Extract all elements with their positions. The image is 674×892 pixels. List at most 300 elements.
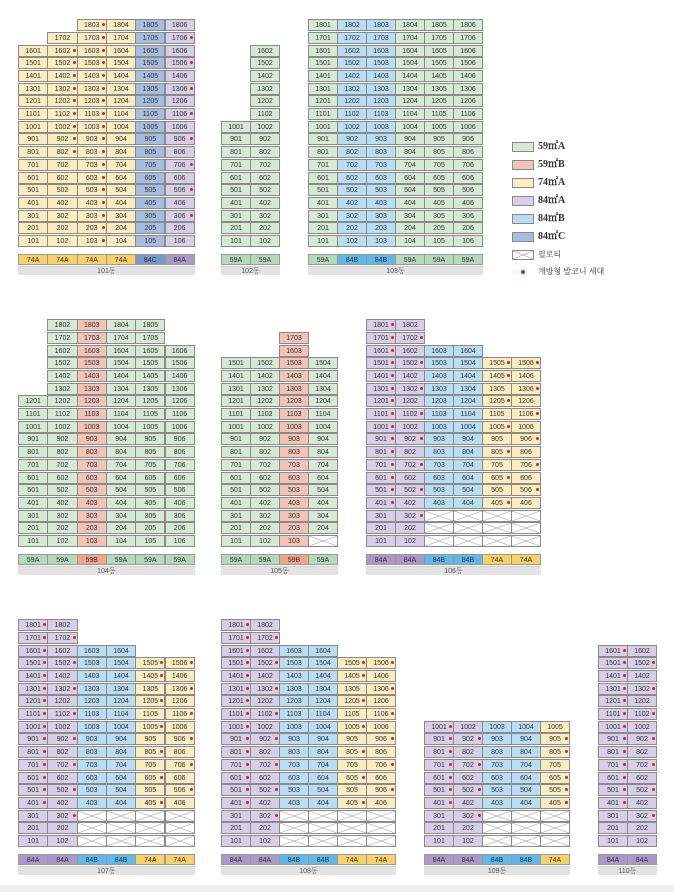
unit-number: 1302 [634,685,650,693]
unit-number: 1601 [228,647,244,655]
unit-cell [77,772,107,784]
type-chip: 84B [453,554,483,565]
legend-label: 59㎡B [538,159,565,170]
red-dot-icon [102,150,105,153]
red-dot-icon [623,649,626,652]
unit-cell [106,522,136,534]
unit-cell [135,797,165,809]
unit-number: 1505 [344,660,360,668]
unit-cell [366,459,396,471]
red-dot-icon [190,687,193,690]
unit-number: 601 [230,474,242,482]
unit-cell [106,408,136,420]
unit-cell [250,708,280,720]
unit-cell [77,45,107,57]
unit-cell [424,345,454,357]
unit-cell [250,184,280,196]
unit-number: 1506 [373,660,389,668]
unit-number: 104 [115,538,127,545]
unit-number: 1404 [315,672,331,680]
unit-number: 803 [288,749,300,757]
red-dot-icon [73,61,76,64]
unit-cell [250,395,280,407]
unit-cell [250,721,280,733]
red-dot-icon [190,712,193,715]
unit-number: 502 [259,487,271,495]
unit-number: 101 [230,238,242,245]
unit-number: 1702 [54,34,71,42]
unit-number: 1501 [373,360,389,368]
unit-number: 704 [115,761,127,769]
unit-number: 701 [607,761,619,769]
unit-number: 701 [375,461,387,469]
piloti-cell [279,810,309,822]
unit-number: 1406 [518,372,534,380]
unit-number: 501 [317,187,329,195]
unit-cell [250,772,280,784]
unit-cell [308,32,338,44]
piloti-cell [165,835,195,847]
red-dot-icon [623,687,626,690]
unit-cell [540,759,570,771]
unit-number: 803 [491,749,503,757]
unit-cell [337,172,367,184]
unit-number: 1401 [605,672,621,680]
red-dot-icon [391,374,394,377]
unit-cell [511,446,541,458]
unit-number: 1304 [315,685,331,693]
piloti-cell [308,835,338,847]
unit-number: 802 [404,449,416,457]
unit-cell [47,472,77,484]
unit-number: 1502 [54,60,71,68]
unit-number: 402 [346,199,358,207]
unit-number: 1603 [83,347,100,355]
unit-cell [250,797,280,809]
unit-number: 1306 [171,385,188,393]
unit-number: 1306 [171,685,188,693]
unit-cell [424,57,454,69]
unit-number: 106 [173,238,186,245]
unit-cell [337,235,367,247]
red-dot-icon [190,763,193,766]
unit-number: 1402 [402,372,418,380]
unit-cell [337,95,367,107]
unit-cell [221,797,251,809]
unit-cell [279,484,309,496]
unit-cell [482,784,512,796]
unit-cell [221,370,251,382]
unit-number: 1103 [84,711,100,718]
piloti-cell [511,835,541,847]
unit-cell [308,797,338,809]
unit-cell [106,484,136,496]
unit-number: 801 [27,749,39,757]
unit-number: 1402 [257,72,273,80]
legend-swatch [512,142,534,152]
unit-number: 1201 [315,98,331,106]
unit-cell [221,446,251,458]
unit-cell [77,121,107,133]
red-dot-icon [449,776,452,779]
unit-cell [77,645,107,657]
unit-number: 1705 [431,34,447,42]
unit-cell [627,721,657,733]
unit-cell [135,370,165,382]
unit-number: 602 [404,474,416,482]
unit-cell [106,459,136,471]
red-dot-icon [391,737,394,740]
type-chip: 59A [221,254,251,265]
unit-cell [453,472,483,484]
unit-number: 503 [288,487,300,495]
unit-cell [47,797,77,809]
unit-cell [337,32,367,44]
unit-number: 703 [288,461,300,469]
unit-cell [47,45,77,57]
unit-number: 706 [375,761,387,769]
unit-number: 901 [27,136,39,144]
unit-number: 605 [144,474,157,482]
unit-number: 1002 [54,123,71,131]
unit-cell [47,446,77,458]
unit-cell [135,484,165,496]
unit-number: 506 [173,787,186,795]
unit-number: 704 [520,761,532,769]
unit-cell [511,746,541,758]
unit-number: 704 [115,461,127,469]
unit-number: 805 [346,749,358,757]
building-name: 109동 [424,866,570,875]
unit-number: 606 [462,174,474,182]
unit-number: 1005 [431,123,447,131]
unit-cell [279,497,309,509]
unit-cell [47,522,77,534]
red-dot-icon [190,112,193,115]
unit-number: 1202 [634,698,650,706]
unit-number: 1802 [54,322,71,330]
type-chip: 84B [482,854,512,865]
unit-cell [135,345,165,357]
unit-cell [165,535,195,547]
unit-number: 804 [317,449,329,457]
unit-cell [540,772,570,784]
unit-cell [77,172,107,184]
unit-number: 801 [230,749,242,757]
red-dot-icon [102,125,105,128]
unit-number: 103 [85,238,98,245]
unit-number: 302 [259,212,271,220]
unit-number: 406 [462,199,474,207]
unit-number: 1201 [228,398,244,406]
unit-cell [135,746,165,758]
unit-cell [308,159,338,171]
unit-number: 1206 [460,98,476,106]
unit-cell [165,19,195,31]
unit-number: 1201 [25,98,41,106]
unit-cell [77,83,107,95]
unit-cell [395,535,425,547]
unit-cell [77,433,107,445]
unit-number: 1201 [228,698,244,706]
unit-number: 801 [607,749,619,757]
unit-number: 1302 [257,385,273,393]
red-dot-icon [391,488,394,491]
unit-cell [135,721,165,733]
unit-number: 503 [375,187,387,195]
unit-cell [395,83,425,95]
unit-number: 1406 [460,72,476,80]
unit-number: 704 [115,161,127,169]
unit-number: 901 [230,736,242,744]
building-name: 104동 [18,566,195,575]
type-chip: 74A [366,854,396,865]
unit-number: 302 [56,812,69,820]
unit-cell [18,670,48,682]
unit-cell [135,759,165,771]
unit-number: 1303 [83,85,100,93]
piloti-cell [77,822,107,834]
red-dot-icon [102,49,105,52]
unit-cell [135,695,165,707]
unit-cell [250,172,280,184]
unit-cell [18,522,48,534]
unit-number: 1205 [489,398,505,406]
unit-number: 1405 [489,372,505,380]
red-dot-icon [43,763,46,766]
unit-number: 503 [288,787,300,795]
unit-number: 1405 [431,72,447,80]
red-dot-icon [246,737,249,740]
unit-cell [165,784,195,796]
unit-number: 603 [433,474,445,482]
unit-number: 905 [144,736,157,744]
piloti-cell [424,535,454,547]
unit-number: 1601 [315,47,331,55]
type-chip: 84A [395,554,425,565]
unit-number: 1301 [228,685,244,693]
legend-swatch [512,214,534,224]
unit-cell [453,395,483,407]
unit-cell [18,645,48,657]
red-dot-icon [246,776,249,779]
unit-number: 401 [27,199,39,207]
red-dot-icon [565,776,568,779]
unit-cell [135,472,165,484]
unit-cell [77,535,107,547]
unit-cell [279,695,309,707]
unit-number: 1406 [171,672,188,680]
unit-cell [221,657,251,669]
unit-number: 601 [230,774,242,782]
unit-number: 1201 [605,698,621,706]
unit-cell [106,210,136,222]
unit-number: 102 [259,238,271,245]
unit-cell [106,159,136,171]
piloti-cell [482,535,512,547]
unit-cell [395,357,425,369]
unit-cell [482,370,512,382]
unit-cell [250,746,280,758]
unit-number: 1802 [54,622,71,630]
red-dot-icon [190,214,193,217]
unit-number: 1005 [547,723,563,731]
unit-number: 402 [259,499,271,507]
unit-cell [482,395,512,407]
unit-number: 1001 [431,723,447,731]
unit-cell [165,172,195,184]
unit-number: 506 [173,487,186,495]
unit-cell [598,810,628,822]
unit-cell [221,510,251,522]
unit-cell [366,32,396,44]
red-dot-icon [246,699,249,702]
piloti-cell [308,822,338,834]
unit-number: 906 [173,436,186,444]
red-dot-icon [623,712,626,715]
unit-number: 604 [115,474,127,482]
unit-number: 202 [346,225,358,233]
unit-cell [165,657,195,669]
unit-cell [627,708,657,720]
unit-cell [106,746,136,758]
unit-number: 1601 [605,647,621,655]
unit-cell [627,784,657,796]
unit-cell [250,670,280,682]
unit-cell [424,19,454,31]
unit-number: 604 [520,774,532,782]
unit-cell [395,497,425,509]
piloti-cell [279,835,309,847]
unit-cell [308,184,338,196]
unit-cell [424,421,454,433]
unit-cell [308,759,338,771]
unit-number: 602 [56,474,69,482]
unit-cell [482,446,512,458]
unit-cell [250,733,280,745]
unit-number: 1304 [113,85,129,93]
unit-number: 705 [144,161,157,169]
unit-number: 801 [230,449,242,457]
type-chip: 84B [308,854,338,865]
unit-cell [47,759,77,771]
unit-cell [453,797,483,809]
unit-cell [337,184,367,196]
red-dot-icon [623,763,626,766]
unit-cell [279,472,309,484]
unit-number: 1302 [257,85,273,93]
unit-number: 502 [636,787,648,795]
unit-number: 806 [462,149,474,157]
unit-cell [135,121,165,133]
type-chip: 59A [18,554,48,565]
unit-number: 401 [27,799,39,807]
unit-number: 606 [520,474,532,482]
unit-cell [77,484,107,496]
unit-number: 101 [27,238,39,245]
unit-cell [221,197,251,209]
legend-swatch [512,178,534,188]
unit-cell [337,708,367,720]
unit-cell [366,522,396,534]
unit-cell [135,45,165,57]
unit-cell [165,45,195,57]
unit-number: 301 [607,812,619,820]
unit-cell [135,510,165,522]
unit-number: 1805 [142,22,159,30]
unit-number: 1302 [54,85,71,93]
unit-number: 1305 [489,385,505,393]
unit-cell [395,32,425,44]
unit-cell [337,797,367,809]
unit-number: 702 [462,761,474,769]
unit-cell [337,670,367,682]
unit-number: 1506 [518,360,534,368]
red-dot-icon [160,661,163,664]
legend-label: 74㎡A [538,177,566,188]
red-dot-icon [102,36,105,39]
unit-cell [511,433,541,445]
unit-cell [337,683,367,695]
unit-number: 406 [520,499,532,507]
unit-cell [598,822,628,834]
unit-cell [337,695,367,707]
unit-number: 506 [173,187,186,195]
red-dot-icon [420,387,423,390]
unit-number: 502 [346,187,358,195]
unit-number: 1001 [228,423,244,431]
unit-cell [540,733,570,745]
unit-number: 1006 [171,423,188,431]
unit-number: 402 [56,199,69,207]
unit-cell [395,395,425,407]
red-dot-icon [160,699,163,702]
unit-number: 1805 [431,22,447,30]
unit-cell [366,83,396,95]
unit-number: 1404 [460,372,476,380]
unit-cell [627,797,657,809]
unit-cell [250,822,280,834]
unit-number: 703 [85,461,98,469]
red-dot-icon [536,488,539,491]
unit-cell [18,222,48,234]
unit-number: 1501 [228,660,244,668]
unit-number: 903 [288,436,300,444]
unit-cell [106,759,136,771]
type-chip: 59A [308,554,338,565]
unit-number: 1604 [113,347,129,355]
type-chip: 74A [540,854,570,865]
unit-cell [135,433,165,445]
unit-number: 602 [462,774,474,782]
unit-cell [135,184,165,196]
unit-number: 902 [346,136,358,144]
unit-number: 1202 [344,98,360,106]
unit-cell [424,70,454,82]
unit-cell [221,172,251,184]
unit-cell [482,484,512,496]
unit-cell [18,210,48,222]
unit-cell [366,446,396,458]
unit-cell [135,57,165,69]
unit-number: 505 [346,787,358,795]
unit-cell [279,683,309,695]
unit-cell [627,657,657,669]
unit-cell [308,235,338,247]
unit-cell [308,108,338,120]
unit-number: 1302 [54,685,71,693]
unit-cell [221,395,251,407]
